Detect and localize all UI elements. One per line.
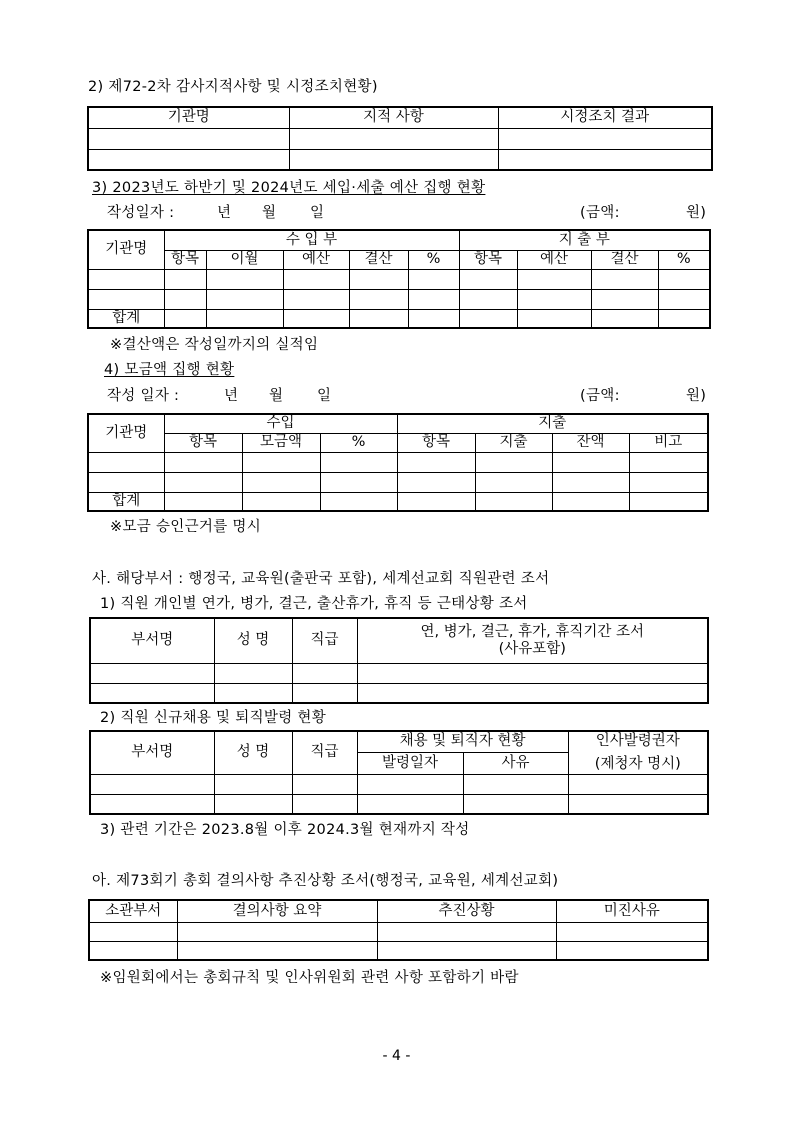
table-row: [88, 128, 712, 149]
col-header: 비고: [629, 433, 708, 452]
total-row: [88, 492, 708, 511]
header-cell: 기관명: [88, 107, 289, 128]
date-label: 작성일자 :: [107, 205, 175, 221]
col-header: 항목: [164, 433, 242, 452]
total-label: 합계: [88, 309, 164, 328]
header-cell: 시정조치 결과: [498, 107, 712, 128]
authority-header: [568, 731, 708, 774]
income-header: 수 입 부: [164, 230, 459, 250]
amount-unit-close: 원): [686, 388, 707, 404]
hiring-table: [89, 730, 709, 815]
header-cell: 소관부서: [89, 900, 177, 922]
date-month: 월: [269, 388, 284, 404]
org-header: 기관명: [88, 230, 164, 269]
table-row: [88, 452, 708, 472]
section-title: 아. 제73회기 총회 결의사항 추진상황 조서(행정국, 교육원, 세계선교회): [92, 873, 559, 889]
col-header: 잔액: [552, 433, 629, 452]
col-header: %: [320, 433, 397, 452]
section-title: 사. 해당부서 : 행정국, 교육원(출판국 포함), 세계선교회 직원관련 조서: [92, 571, 550, 587]
date-day: 일: [317, 388, 332, 404]
org-header: 기관명: [88, 414, 164, 452]
header-cell: 미진사유: [556, 900, 708, 922]
header-cell: 추진상황: [377, 900, 556, 922]
table-row: [89, 941, 708, 960]
total-label: 합계: [88, 492, 164, 511]
note: ※모금 승인근거를 명시: [110, 519, 262, 535]
col-header: %: [408, 250, 459, 269]
subsection-title: 2) 직원 신규채용 및 퇴직발령 현황: [100, 710, 327, 726]
table-row: [90, 683, 708, 703]
table-row: [88, 269, 710, 289]
final-note: ※임원회에서는 총회규칙 및 인사위원회 관련 사항 포함하기 바람: [100, 970, 519, 986]
amount-unit-close: 원): [686, 205, 707, 221]
subsection-title: 1) 직원 개인별 연가, 병가, 결근, 출산휴가, 휴직 등 근태상황 조서: [100, 596, 528, 612]
subsection-note: 3) 관련 기간은 2023.8월 이후 2024.3월 현재까지 작성: [100, 822, 470, 838]
date-day: 일: [310, 205, 325, 221]
table-row: [90, 794, 708, 814]
leave-header: [357, 618, 708, 663]
col-header: 이월: [206, 250, 283, 269]
table-row: [89, 922, 708, 941]
section-title: 4) 모금액 집행 현황: [104, 362, 235, 378]
table-row: [88, 289, 710, 309]
col-header: 결산: [349, 250, 408, 269]
status-header: 채용 및 퇴직자 현황: [357, 731, 568, 752]
note: ※결산액은 작성일까지의 실적임: [110, 337, 319, 353]
name-header: 성 명: [214, 618, 292, 663]
dept-header: 부서명: [90, 731, 214, 774]
section-title: 2) 제72-2차 감사지적사항 및 시정조치현황): [88, 79, 378, 95]
resolution-table: [88, 899, 709, 961]
header-cell: 결의사항 요약: [177, 900, 377, 922]
page-number: - 4 -: [382, 1048, 411, 1064]
authority-line2: (제청자 명시): [594, 755, 681, 772]
audit-table: [87, 106, 713, 171]
col-header: 예산: [283, 250, 349, 269]
fund-table: [87, 413, 709, 512]
col-header: 예산: [517, 250, 591, 269]
attendance-table: [89, 617, 709, 704]
amount-unit-open: (금액:: [580, 388, 620, 404]
date-label: 작성 일자 :: [107, 388, 180, 404]
table-row: [90, 663, 708, 683]
col-header: 항목: [397, 433, 475, 452]
expense-header: 지출: [397, 414, 708, 433]
date-header: 발령일자: [357, 752, 463, 774]
date-month: 월: [262, 205, 277, 221]
col-header: 지출: [475, 433, 552, 452]
leave-header-line2: (사유포함): [498, 640, 566, 657]
section-title: 3) 2023년도 하반기 및 2024년도 세입·세출 예산 집행 현황: [92, 180, 486, 196]
rank-header: 직급: [292, 618, 357, 663]
name-header: 성 명: [214, 731, 292, 774]
income-header: 수입: [164, 414, 397, 433]
total-row: [88, 309, 710, 328]
date-year: 년: [217, 205, 232, 221]
date-year: 년: [224, 388, 239, 404]
table-row: [88, 149, 712, 170]
amount-unit-open: (금액:: [580, 205, 620, 221]
table-row: [90, 774, 708, 794]
rank-header: 직급: [292, 731, 357, 774]
table-row: [88, 472, 708, 492]
budget-table: [87, 229, 711, 329]
col-header: 항목: [164, 250, 206, 269]
header-cell: 지적 사항: [289, 107, 498, 128]
col-header: 모금액: [242, 433, 320, 452]
expense-header: 지 출 부: [459, 230, 710, 250]
leave-header-line1: 연, 병가, 결근, 휴가, 휴직기간 조서: [420, 624, 645, 641]
col-header: %: [658, 250, 710, 269]
col-header: 항목: [459, 250, 517, 269]
authority-line1: 인사발령권자: [595, 733, 680, 750]
col-header: 결산: [591, 250, 658, 269]
reason-header: 사유: [463, 752, 568, 774]
dept-header: 부서명: [90, 618, 214, 663]
